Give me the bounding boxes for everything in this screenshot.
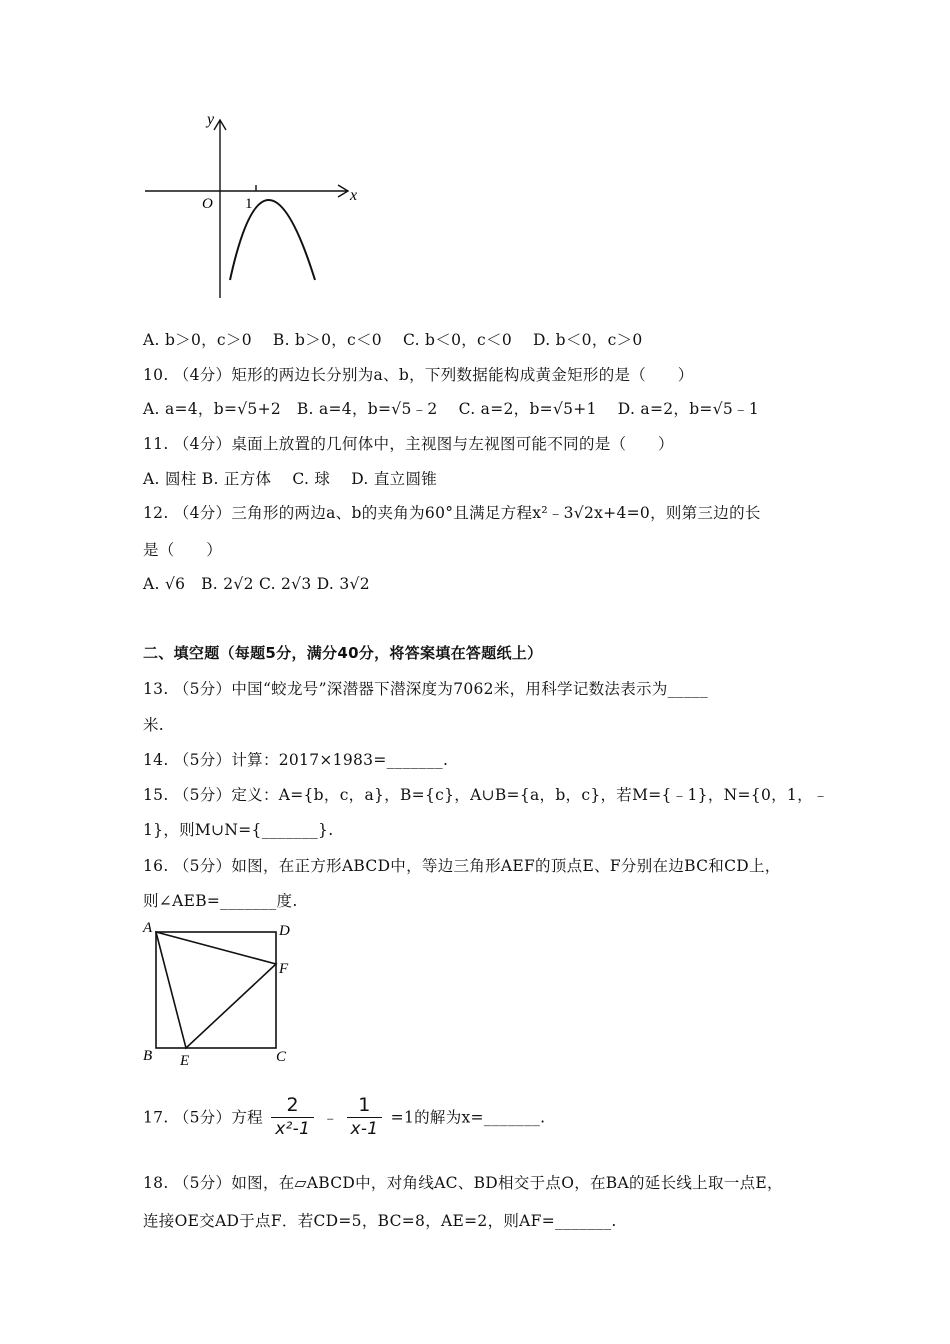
tick-label-one: 1 (245, 196, 253, 212)
y-axis-label: y (207, 111, 215, 128)
q15-stem-cont: 1}，则M∪N={_______}. (143, 821, 334, 839)
square-figure (140, 918, 300, 1073)
q17-fraction-2 (347, 1094, 383, 1139)
q17-prefix: 17. （5分）方程 (143, 1108, 263, 1127)
x-axis-label: x (350, 187, 358, 204)
vertex-label-e: E (180, 1053, 190, 1069)
q17-suffix: =1的解为x=_______. (390, 1108, 546, 1127)
origin-label: O (202, 196, 213, 212)
parabola-curve (230, 200, 315, 280)
vertex-label-c: C (276, 1049, 287, 1065)
q15-stem: 15. （5分）定义：A={b，c，a}，B={c}，A∪B={a，b，c}，若M={﹣1}，N={0，1，﹣ (143, 786, 829, 804)
q17-fraction-2-denominator: x-1 (350, 1119, 379, 1139)
q18-stem-cont: 连接OE交AD于点F．若CD=5，BC=8，AE=2，则AF=_______. (143, 1212, 617, 1230)
q11-stem: 11. （4分）桌面上放置的几何体中，主视图与左视图可能不同的是（ ） (143, 435, 674, 453)
q17-fraction-1-denominator: x²-1 (275, 1119, 311, 1139)
parabola-figure (140, 108, 370, 303)
q12-stem-cont: 是（ ） (143, 541, 223, 559)
triangle-aef (156, 932, 276, 1048)
q17-minus: ﹣ (322, 1108, 339, 1127)
q9-options: A. b＞0，c＞0 B. b＞0，c＜0 C. b＜0，c＜0 D. b＜0，c＞0 (143, 331, 643, 349)
q10-options: A. a=4，b=√5+2 B. a=4，b=√5﹣2 C. a=2，b=√5+1 D. a=2，b=√5﹣1 (143, 400, 760, 418)
vertex-label-a: A (143, 920, 153, 936)
q17-fraction-1 (271, 1094, 314, 1139)
q17-fraction-1-numerator: 2 (271, 1094, 314, 1118)
q12-stem: 12. （4分）三角形的两边a、b的夹角为60°且满足方程x²﹣3√2x+4=0，则第三边的长 (143, 504, 761, 522)
q16-stem-cont: 则∠AEB=_______度. (143, 892, 298, 910)
q13-stem: 13. （5分）中国“蛟龙号”深潜器下潜深度为7062米，用科学记数法表示为_____ (143, 680, 708, 698)
vertex-label-b: B (143, 1048, 153, 1064)
q14-stem: 14. （5分）计算：2017×1983=_______. (143, 751, 449, 769)
q17-fraction-2-numerator: 1 (347, 1094, 383, 1118)
q12-options: A. √6 B. 2√2 C. 2√3 D. 3√2 (143, 575, 370, 593)
square-abcd (156, 932, 276, 1048)
vertex-label-d: D (279, 923, 290, 939)
q10-stem: 10. （4分）矩形的两边长分别为a、b，下列数据能构成黄金矩形的是（ ） (143, 366, 694, 384)
q11-options: A. 圆柱 B. 正方体 C. 球 D. 直立圆锥 (143, 470, 438, 488)
vertex-label-f: F (279, 961, 289, 977)
q17-line (143, 1094, 545, 1139)
q13-stem-cont: 米. (143, 716, 165, 734)
q16-stem: 16. （5分）如图，在正方形ABCD中，等边三角形AEF的顶点E、F分别在边BC和CD上， (143, 857, 781, 875)
section-heading: 二、填空题（每题5分，满分40分，将答案填在答题纸上） (143, 644, 543, 662)
q18-stem: 18. （5分）如图，在▱ABCD中，对角线AC、BD相交于点O，在BA的延长线上取一点E， (143, 1174, 783, 1192)
